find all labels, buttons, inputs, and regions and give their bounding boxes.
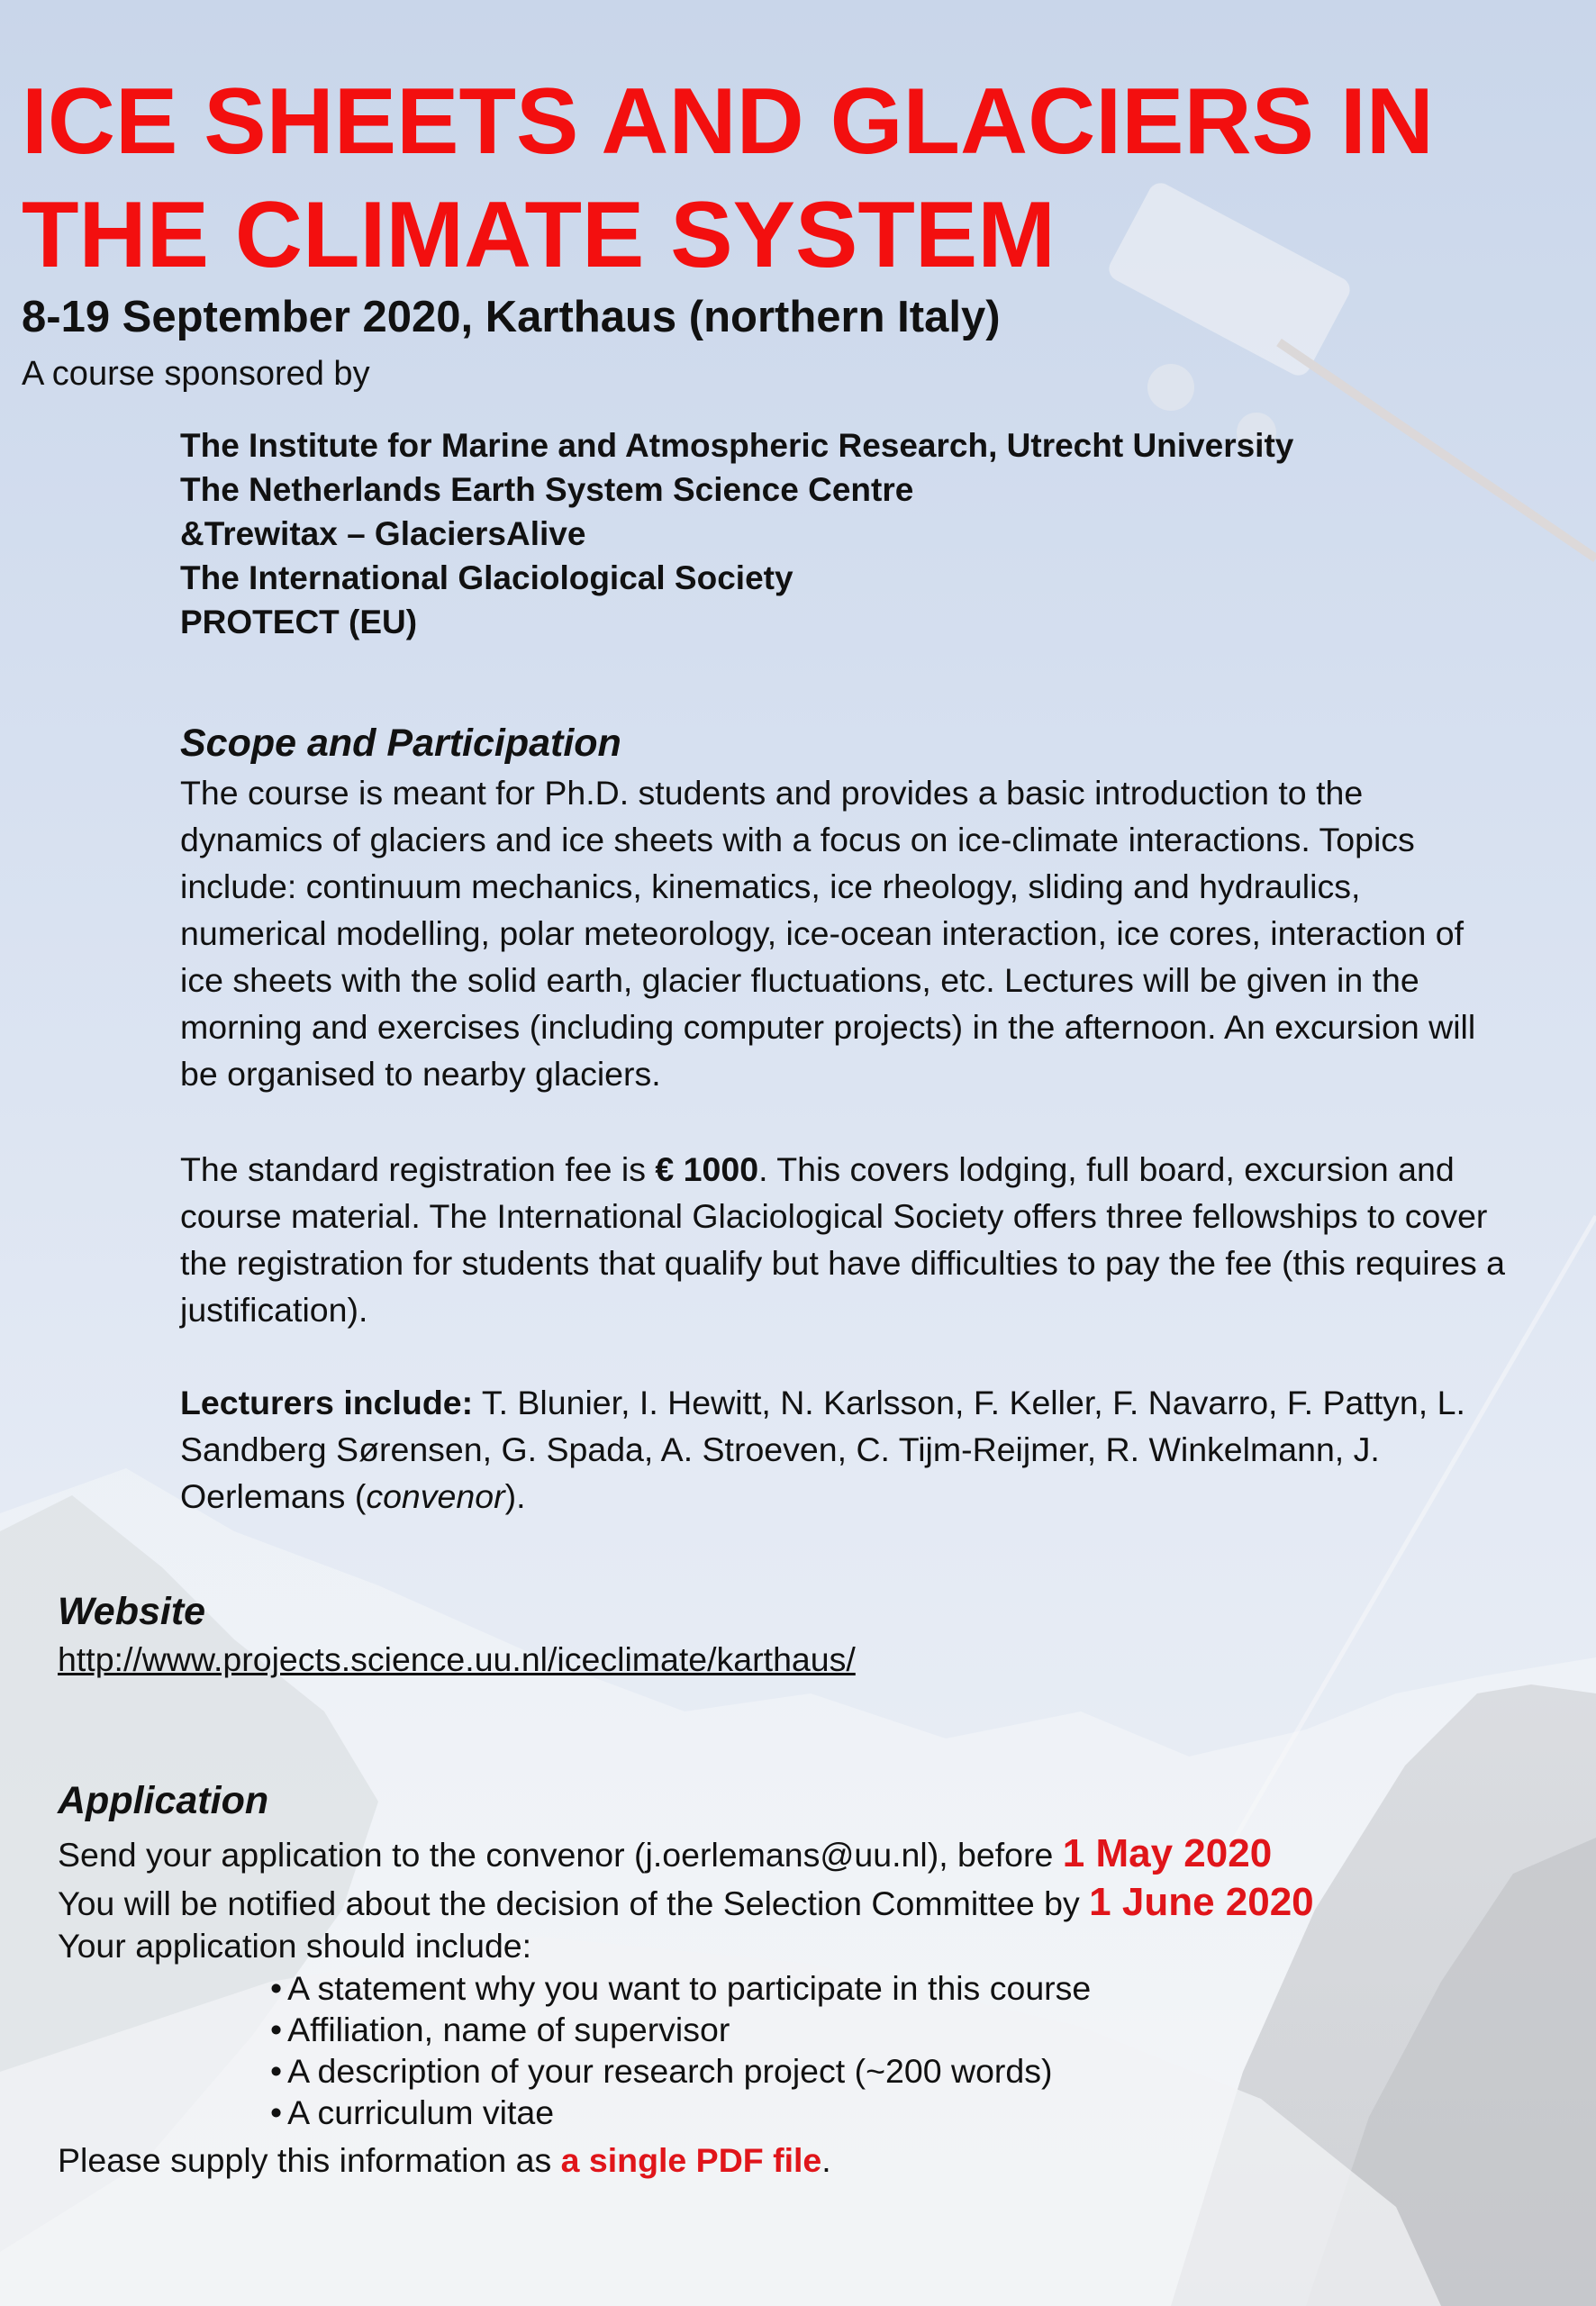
sponsor-item: PROTECT (EU) bbox=[180, 604, 418, 640]
sponsored-by-label: A course sponsored by bbox=[22, 355, 370, 393]
bullet-icon: • bbox=[270, 2011, 283, 2048]
convenor-role: convenor bbox=[366, 1477, 505, 1515]
bullet-icon: • bbox=[270, 2052, 283, 2090]
course-title: ICE SHEETS AND GLACIERS IN THE CLIMATE SYSTEM bbox=[22, 69, 1434, 287]
supply-text: Please supply this information as bbox=[58, 2141, 561, 2179]
list-item bbox=[270, 2050, 1091, 2092]
application-heading: Application bbox=[58, 1779, 269, 1822]
list-item-text: A statement why you want to participate in this course bbox=[287, 1969, 1092, 2007]
list-item-text: Affiliation, name of supervisor bbox=[287, 2011, 730, 2048]
bullet-icon: • bbox=[270, 2093, 283, 2131]
sponsor-list bbox=[180, 423, 1293, 644]
list-item-text: A description of your research project (~200 words) bbox=[287, 2052, 1053, 2090]
bullet-icon: • bbox=[270, 1969, 283, 2007]
list-item bbox=[270, 2009, 1091, 2050]
notify-text: You will be notified about the decision of the Selection Committee by bbox=[58, 1884, 1090, 1922]
fee-text-rest: . This covers lodging, full board, excursion and course material. The International Glaciological Society offers three fellowships to cover the registration for students that qualify but have difficulties to pay the fee (this requires a justification). bbox=[180, 1150, 1505, 1329]
notification-date: 1 June 2020 bbox=[1089, 1880, 1314, 1924]
scope-body: The course is meant for Ph.D. students and provides a basic introduction to the dynamics of glaciers and ice sheets with a focus on ice-climate interactions. Topics include: continuum mechanics, kinematics, ice rheology, sliding and hydraulics, numerical modelling, polar meteorology, ice-ocean interaction, ice cores, interaction of ice sheets with the solid earth, glacier fluctuations, etc. Lectures will be given in the morning and exercises (including computer projects) in the afternoon. An excursion will be organised to nearby glaciers. bbox=[180, 774, 1476, 1093]
application-send-line bbox=[58, 1832, 1272, 1876]
send-text: Send your application to the convenor (j.oerlemans@uu.nl), before bbox=[58, 1836, 1063, 1874]
sponsor-item: The International Glaciological Society bbox=[180, 559, 793, 596]
website-heading: Website bbox=[58, 1590, 206, 1633]
application-deadline: 1 May 2020 bbox=[1062, 1831, 1273, 1875]
supply-end: . bbox=[821, 2141, 831, 2179]
sponsor-item: The Institute for Marine and Atmospheric Research, Utrecht University bbox=[180, 427, 1294, 464]
lecturers-paragraph bbox=[180, 1379, 1513, 1520]
scope-heading: Scope and Participation bbox=[180, 722, 621, 765]
application-format-line bbox=[58, 2138, 831, 2182]
fee-text: The standard registration fee is bbox=[180, 1150, 656, 1188]
sponsor-item: The Netherlands Earth System Science Centre bbox=[180, 471, 914, 508]
application-notify-line bbox=[58, 1881, 1314, 1925]
fee-paragraph bbox=[180, 1146, 1513, 1333]
lecturers-label: Lecturers include: bbox=[180, 1384, 474, 1421]
sponsor-item: &Trewitax – GlaciersAlive bbox=[180, 515, 586, 552]
list-item-text: A curriculum vitae bbox=[287, 2093, 555, 2131]
list-item bbox=[270, 1967, 1091, 2009]
lecturers-end: ). bbox=[504, 1477, 526, 1515]
list-item bbox=[270, 2092, 1091, 2133]
pdf-format: a single PDF file bbox=[560, 2141, 822, 2179]
website-link[interactable]: http://www.projects.science.uu.nl/iceclimate/karthaus/ bbox=[58, 1640, 856, 1678]
application-requirements-list bbox=[270, 1967, 1091, 2133]
lecturer-names: T. Blunier, I. Hewitt, N. Karlsson, F. Keller, F. Navarro, F. Pattyn, L. Sandberg Sørensen, G. Spada, A. Stroeven, C. Tijm-Reijmer, R. Winkelmann, J. Oerlemans ( bbox=[180, 1384, 1465, 1515]
application-include-line: Your application should include: bbox=[58, 1927, 532, 1965]
fee-amount: € 1000 bbox=[655, 1150, 759, 1188]
dates-location: 8-19 September 2020, Karthaus (northern Italy) bbox=[22, 293, 1001, 341]
